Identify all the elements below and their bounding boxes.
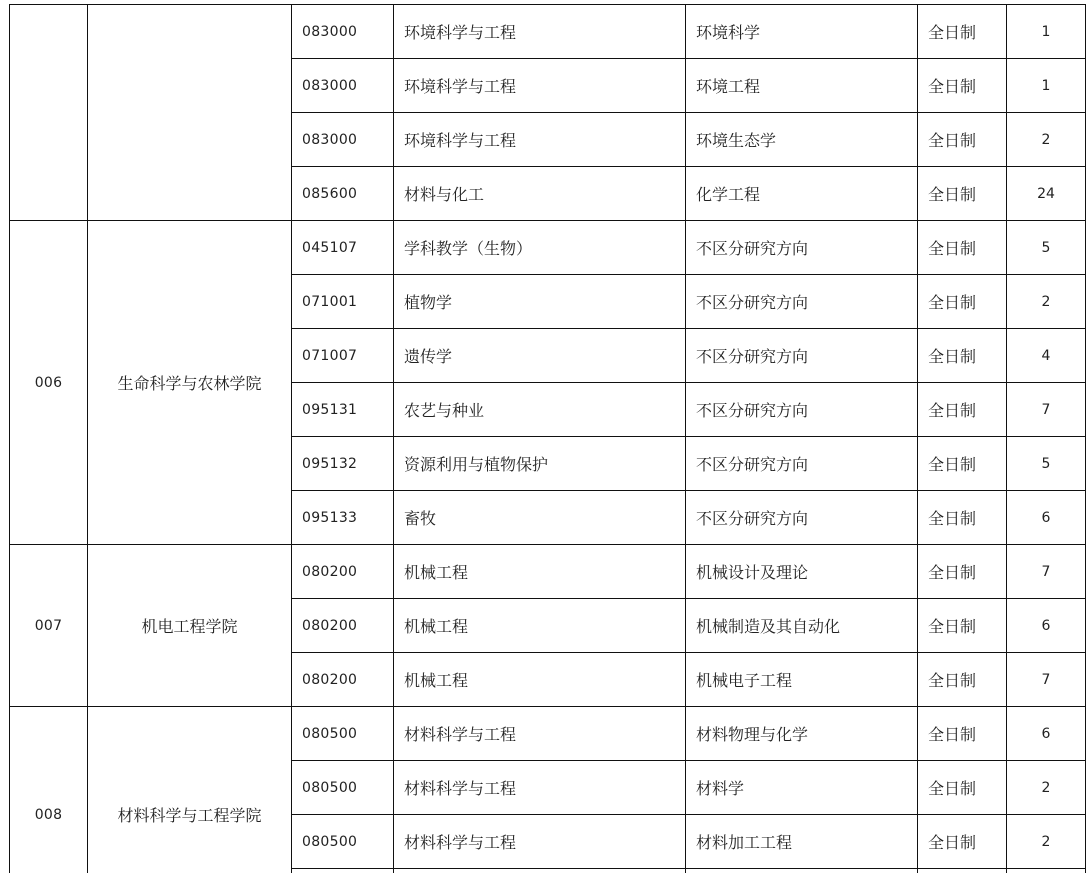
major-code-cell: 045107 [292, 221, 394, 275]
major-name-cell: 材料科学与工程 [394, 707, 686, 761]
major-code-cell: 071007 [292, 329, 394, 383]
major-name-cell: 环境科学与工程 [394, 59, 686, 113]
major-code-cell: 095132 [292, 437, 394, 491]
quota-cell: 7 [1007, 383, 1086, 437]
quota-cell: 6 [1007, 599, 1086, 653]
major-code-cell: 085600 [292, 167, 394, 221]
major-code-cell [292, 869, 394, 873]
major-name-cell: 材料科学与工程 [394, 761, 686, 815]
direction-cell: 不区分研究方向 [686, 221, 918, 275]
quota-cell: 7 [1007, 653, 1086, 707]
quota-cell: 2 [1007, 113, 1086, 167]
direction-cell: 环境科学 [686, 5, 918, 59]
study-mode-cell: 全日制 [918, 221, 1007, 275]
quota-cell: 7 [1007, 545, 1086, 599]
direction-cell: 机械设计及理论 [686, 545, 918, 599]
study-mode-cell: 全日制 [918, 815, 1007, 869]
direction-cell: 材料学 [686, 761, 918, 815]
quota-cell [1007, 869, 1086, 873]
quota-cell: 5 [1007, 437, 1086, 491]
major-code-cell: 083000 [292, 5, 394, 59]
major-name-cell: 环境科学与工程 [394, 5, 686, 59]
major-name-cell: 学科教学（生物） [394, 221, 686, 275]
study-mode-cell: 全日制 [918, 707, 1007, 761]
direction-cell: 不区分研究方向 [686, 491, 918, 545]
study-mode-cell: 全日制 [918, 761, 1007, 815]
dept-code-cell: 008 [10, 707, 88, 873]
dept-code-cell [10, 5, 88, 221]
dept-name-cell: 机电工程学院 [88, 545, 292, 707]
direction-cell: 化学工程 [686, 167, 918, 221]
dept-code-cell: 007 [10, 545, 88, 707]
table-row [10, 545, 1086, 599]
table-row [10, 221, 1086, 275]
quota-cell: 2 [1007, 761, 1086, 815]
direction-cell: 环境工程 [686, 59, 918, 113]
direction-cell: 不区分研究方向 [686, 329, 918, 383]
major-code-cell: 095131 [292, 383, 394, 437]
study-mode-cell: 全日制 [918, 653, 1007, 707]
study-mode-cell: 全日制 [918, 383, 1007, 437]
dept-name-cell: 材料科学与工程学院 [88, 707, 292, 873]
dept-name-cell: 生命科学与农林学院 [88, 221, 292, 545]
direction-cell: 环境生态学 [686, 113, 918, 167]
quota-cell: 2 [1007, 815, 1086, 869]
major-name-cell: 遗传学 [394, 329, 686, 383]
dept-code-cell: 006 [10, 221, 88, 545]
major-name-cell: 资源利用与植物保护 [394, 437, 686, 491]
major-name-cell [394, 869, 686, 873]
major-name-cell: 环境科学与工程 [394, 113, 686, 167]
study-mode-cell: 全日制 [918, 275, 1007, 329]
major-name-cell: 植物学 [394, 275, 686, 329]
major-name-cell: 材料科学与工程 [394, 815, 686, 869]
study-mode-cell: 全日制 [918, 113, 1007, 167]
dept-name-cell [88, 5, 292, 221]
study-mode-cell: 全日制 [918, 437, 1007, 491]
direction-cell: 不区分研究方向 [686, 437, 918, 491]
direction-cell: 机械电子工程 [686, 653, 918, 707]
major-code-cell: 071001 [292, 275, 394, 329]
quota-cell: 6 [1007, 491, 1086, 545]
table-row [10, 707, 1086, 761]
major-name-cell: 材料与化工 [394, 167, 686, 221]
major-code-cell: 080500 [292, 707, 394, 761]
major-code-cell: 080500 [292, 761, 394, 815]
quota-cell: 2 [1007, 275, 1086, 329]
major-name-cell: 机械工程 [394, 599, 686, 653]
study-mode-cell: 全日制 [918, 599, 1007, 653]
direction-cell: 材料物理与化学 [686, 707, 918, 761]
direction-cell: 机械制造及其自动化 [686, 599, 918, 653]
study-mode-cell: 全日制 [918, 545, 1007, 599]
quota-cell: 4 [1007, 329, 1086, 383]
major-name-cell: 农艺与种业 [394, 383, 686, 437]
table-row [10, 5, 1086, 59]
major-code-cell: 080200 [292, 545, 394, 599]
direction-cell: 不区分研究方向 [686, 383, 918, 437]
quota-cell: 1 [1007, 5, 1086, 59]
major-code-cell: 083000 [292, 113, 394, 167]
quota-cell: 24 [1007, 167, 1086, 221]
quota-cell: 5 [1007, 221, 1086, 275]
study-mode-cell [918, 869, 1007, 873]
major-name-cell: 机械工程 [394, 545, 686, 599]
study-mode-cell: 全日制 [918, 491, 1007, 545]
major-code-cell: 080200 [292, 599, 394, 653]
major-code-cell: 083000 [292, 59, 394, 113]
study-mode-cell: 全日制 [918, 167, 1007, 221]
study-mode-cell: 全日制 [918, 329, 1007, 383]
major-code-cell: 080500 [292, 815, 394, 869]
major-name-cell: 畜牧 [394, 491, 686, 545]
study-mode-cell: 全日制 [918, 59, 1007, 113]
admissions-table [9, 4, 1086, 873]
direction-cell: 材料加工工程 [686, 815, 918, 869]
direction-cell [686, 869, 918, 873]
quota-cell: 6 [1007, 707, 1086, 761]
direction-cell: 不区分研究方向 [686, 275, 918, 329]
major-name-cell: 机械工程 [394, 653, 686, 707]
quota-cell: 1 [1007, 59, 1086, 113]
major-code-cell: 095133 [292, 491, 394, 545]
study-mode-cell: 全日制 [918, 5, 1007, 59]
major-code-cell: 080200 [292, 653, 394, 707]
